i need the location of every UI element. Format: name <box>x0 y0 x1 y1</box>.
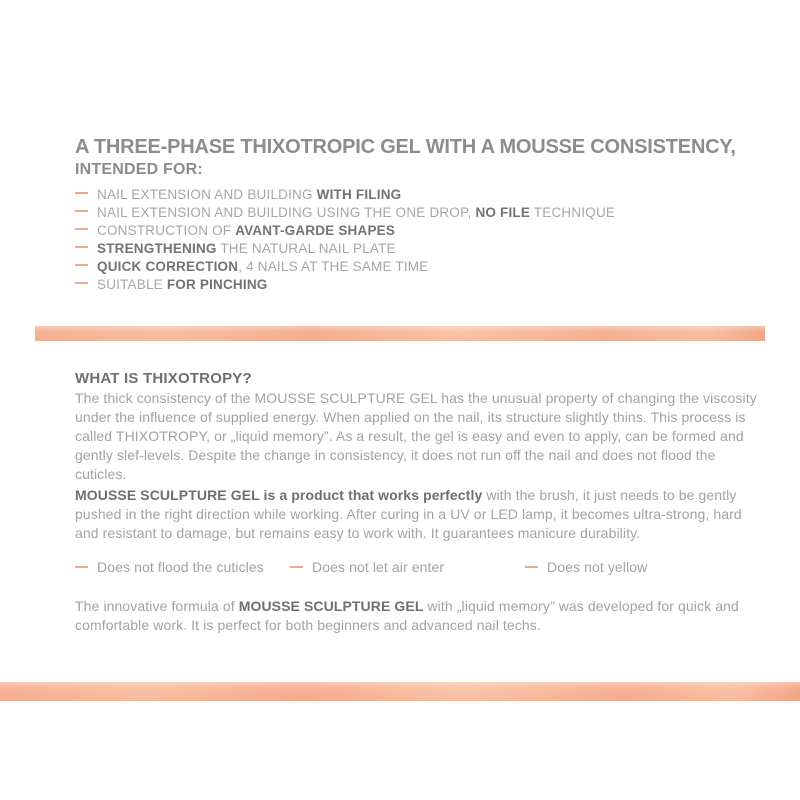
page-title: A THREE-PHASE THIXOTROPIC GEL WITH A MOUSSE CONSISTENCY, <box>75 136 736 158</box>
dash-icon <box>525 566 538 568</box>
dash-icon <box>75 192 88 194</box>
formula-text: with „liquid memory” was developed for quick and comfortable work. It is perfect for both beginners and advanced nail techs. <box>75 598 739 633</box>
intended-for-list <box>75 186 615 294</box>
list-item <box>75 276 615 294</box>
thixotropy-paragraph: The thick consistency of the MOUSSE SCULPTURE GEL has the unusual property of changing the viscosity under the influence of supplied energy. When applied on the nail, its structure slightly thins. This process is called THIXOTROPY, or „liquid memory”. As a result, the gel is easy and even to apply, can be formed and gently slef-levels. Despite the change in consistency, it does not run off the nail and does not flood the cuticles. <box>75 390 757 482</box>
dash-icon <box>75 228 88 230</box>
list-item <box>75 186 615 204</box>
section-heading: WHAT IS THIXOTROPY? <box>75 370 252 387</box>
formula-section <box>75 597 759 635</box>
list-item-text: CONSTRUCTION OF <box>97 223 236 238</box>
list-item-bold-text: WITH FILING <box>316 187 402 202</box>
list-item-text: TECHNIQUE <box>530 205 616 220</box>
dash-icon <box>75 246 88 248</box>
thixotropy-section <box>75 370 759 484</box>
product-paragraph-text: with the brush, it just needs to be gently pushed in the right direction while working. After curing in a UV or LED lamp, it becomes ultra-strong, hard and resistant to damage, but remains easy to work with. It guarantees manicure durability. <box>75 487 742 541</box>
list-item-text: NAIL EXTENSION AND BUILDING <box>97 187 317 202</box>
product-paragraph <box>75 486 759 543</box>
list-item-bold-text: QUICK CORRECTION <box>97 259 239 274</box>
peach-gradient-divider-bottom <box>0 682 800 701</box>
product-bold-lead: MOUSSE SCULPTURE GEL is a product that works perfectly <box>75 487 483 503</box>
benefit-item <box>290 557 444 577</box>
dash-icon <box>75 282 88 284</box>
list-item <box>75 204 615 222</box>
benefit-item <box>525 557 647 577</box>
benefit-item <box>75 557 264 577</box>
list-item-bold-text: NO FILE <box>475 205 531 220</box>
dash-icon <box>75 566 88 568</box>
dash-icon <box>290 566 303 568</box>
formula-paragraph <box>75 597 759 635</box>
list-item-bold-text: AVANT-GARDE SHAPES <box>235 223 396 238</box>
list-item-text: NAIL EXTENSION AND BUILDING USING THE ONE DROP, <box>97 205 476 220</box>
list-item-bold-text: STRENGTHENING <box>97 241 217 256</box>
dash-icon <box>75 210 88 212</box>
benefits-row <box>75 557 759 577</box>
benefit-text: Does not flood the cuticles <box>97 559 264 575</box>
benefit-text: Does not let air enter <box>312 559 445 575</box>
list-item-text: , 4 NAILS AT THE SAME TIME <box>238 259 429 274</box>
page-subtitle: INTENDED FOR: <box>75 161 203 178</box>
dash-icon <box>75 264 88 266</box>
benefit-text: Does not yellow <box>547 559 648 575</box>
formula-text: The innovative formula of <box>75 598 239 614</box>
list-item <box>75 222 615 240</box>
product-section <box>75 486 759 543</box>
list-item <box>75 258 615 276</box>
formula-bold-text: MOUSSE SCULPTURE GEL <box>238 598 424 614</box>
peach-gradient-divider-top <box>35 326 765 341</box>
list-item-text: THE NATURAL NAIL PLATE <box>216 241 396 256</box>
list-item-bold-text: FOR PINCHING <box>166 277 268 292</box>
list-item-text: SUITABLE <box>97 277 167 292</box>
list-item <box>75 240 615 258</box>
